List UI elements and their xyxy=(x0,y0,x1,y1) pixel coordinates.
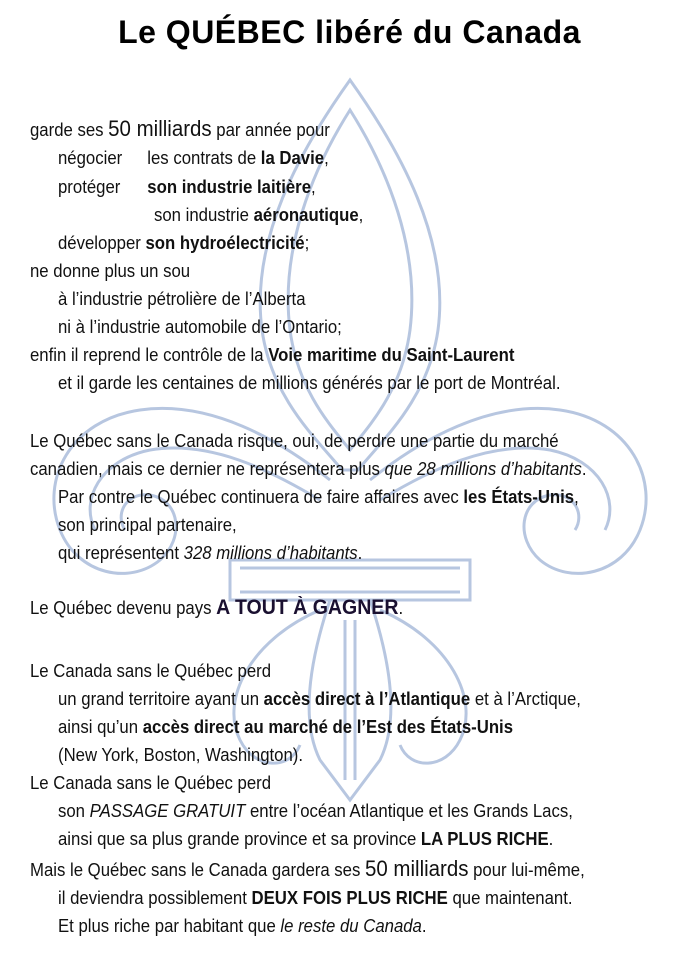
text-line: Mais le Québec sans le Canada gardera ses 50 milliards pour lui-même, xyxy=(30,856,585,881)
text-line: ne donne plus un sou xyxy=(30,261,191,281)
text-line: Le Québec devenu pays A TOUT À GAGNER. xyxy=(30,596,404,619)
text-line: il deviendra possiblement DEUX FOIS PLUS RICHE que maintenant. xyxy=(58,888,573,908)
text-line: à l’industrie pétrolière de l’Alberta xyxy=(58,289,306,309)
text-line: un grand territoire ayant un accès direct à l’Atlantique et à l’Arctique, xyxy=(58,689,581,709)
text-line: qui représentent 328 millions d’habitants. xyxy=(58,543,363,563)
text-line: garde ses 50 milliards par année pour xyxy=(30,116,330,141)
text-line: ni à l’industrie automobile de l’Ontario; xyxy=(58,317,342,337)
text-line: ainsi que sa plus grande province et sa province LA PLUS RICHE. xyxy=(58,829,554,849)
text-line: développer son hydroélectricité; xyxy=(58,233,310,253)
text-line: canadien, mais ce dernier ne représentera plus que 28 millions d’habitants. xyxy=(30,459,587,479)
text-line: son PASSAGE GRATUIT entre l’océan Atlantique et les Grands Lacs, xyxy=(58,801,573,821)
text-line: enfin il reprend le contrôle de la Voie maritime du Saint-Laurent xyxy=(30,345,515,365)
text-line: Le Canada sans le Québec perd xyxy=(30,661,272,681)
text-line: négocier les contrats de la Davie, xyxy=(58,148,329,168)
text-line: Et plus riche par habitant que le reste du Canada. xyxy=(58,916,427,936)
text-line: protéger son industrie laitière, xyxy=(58,177,316,197)
text-line: (New York, Boston, Washington). xyxy=(58,745,304,765)
text-line: Par contre le Québec continuera de faire affaires avec les États-Unis, xyxy=(58,487,579,507)
text-line: son principal partenaire, xyxy=(58,515,237,535)
text-line: et il garde les centaines de millions générés par le port de Montréal. xyxy=(58,373,561,393)
text-line: Le Québec sans le Canada risque, oui, de perdre une partie du marché xyxy=(30,431,559,451)
text-line: ainsi qu’un accès direct au marché de l’Est des États-Unis xyxy=(58,717,514,737)
page-title: Le QUÉBEC libéré du Canada xyxy=(118,14,581,50)
text-line: son industrie aéronautique, xyxy=(154,205,364,225)
text-line: Le Canada sans le Québec perd xyxy=(30,773,272,793)
